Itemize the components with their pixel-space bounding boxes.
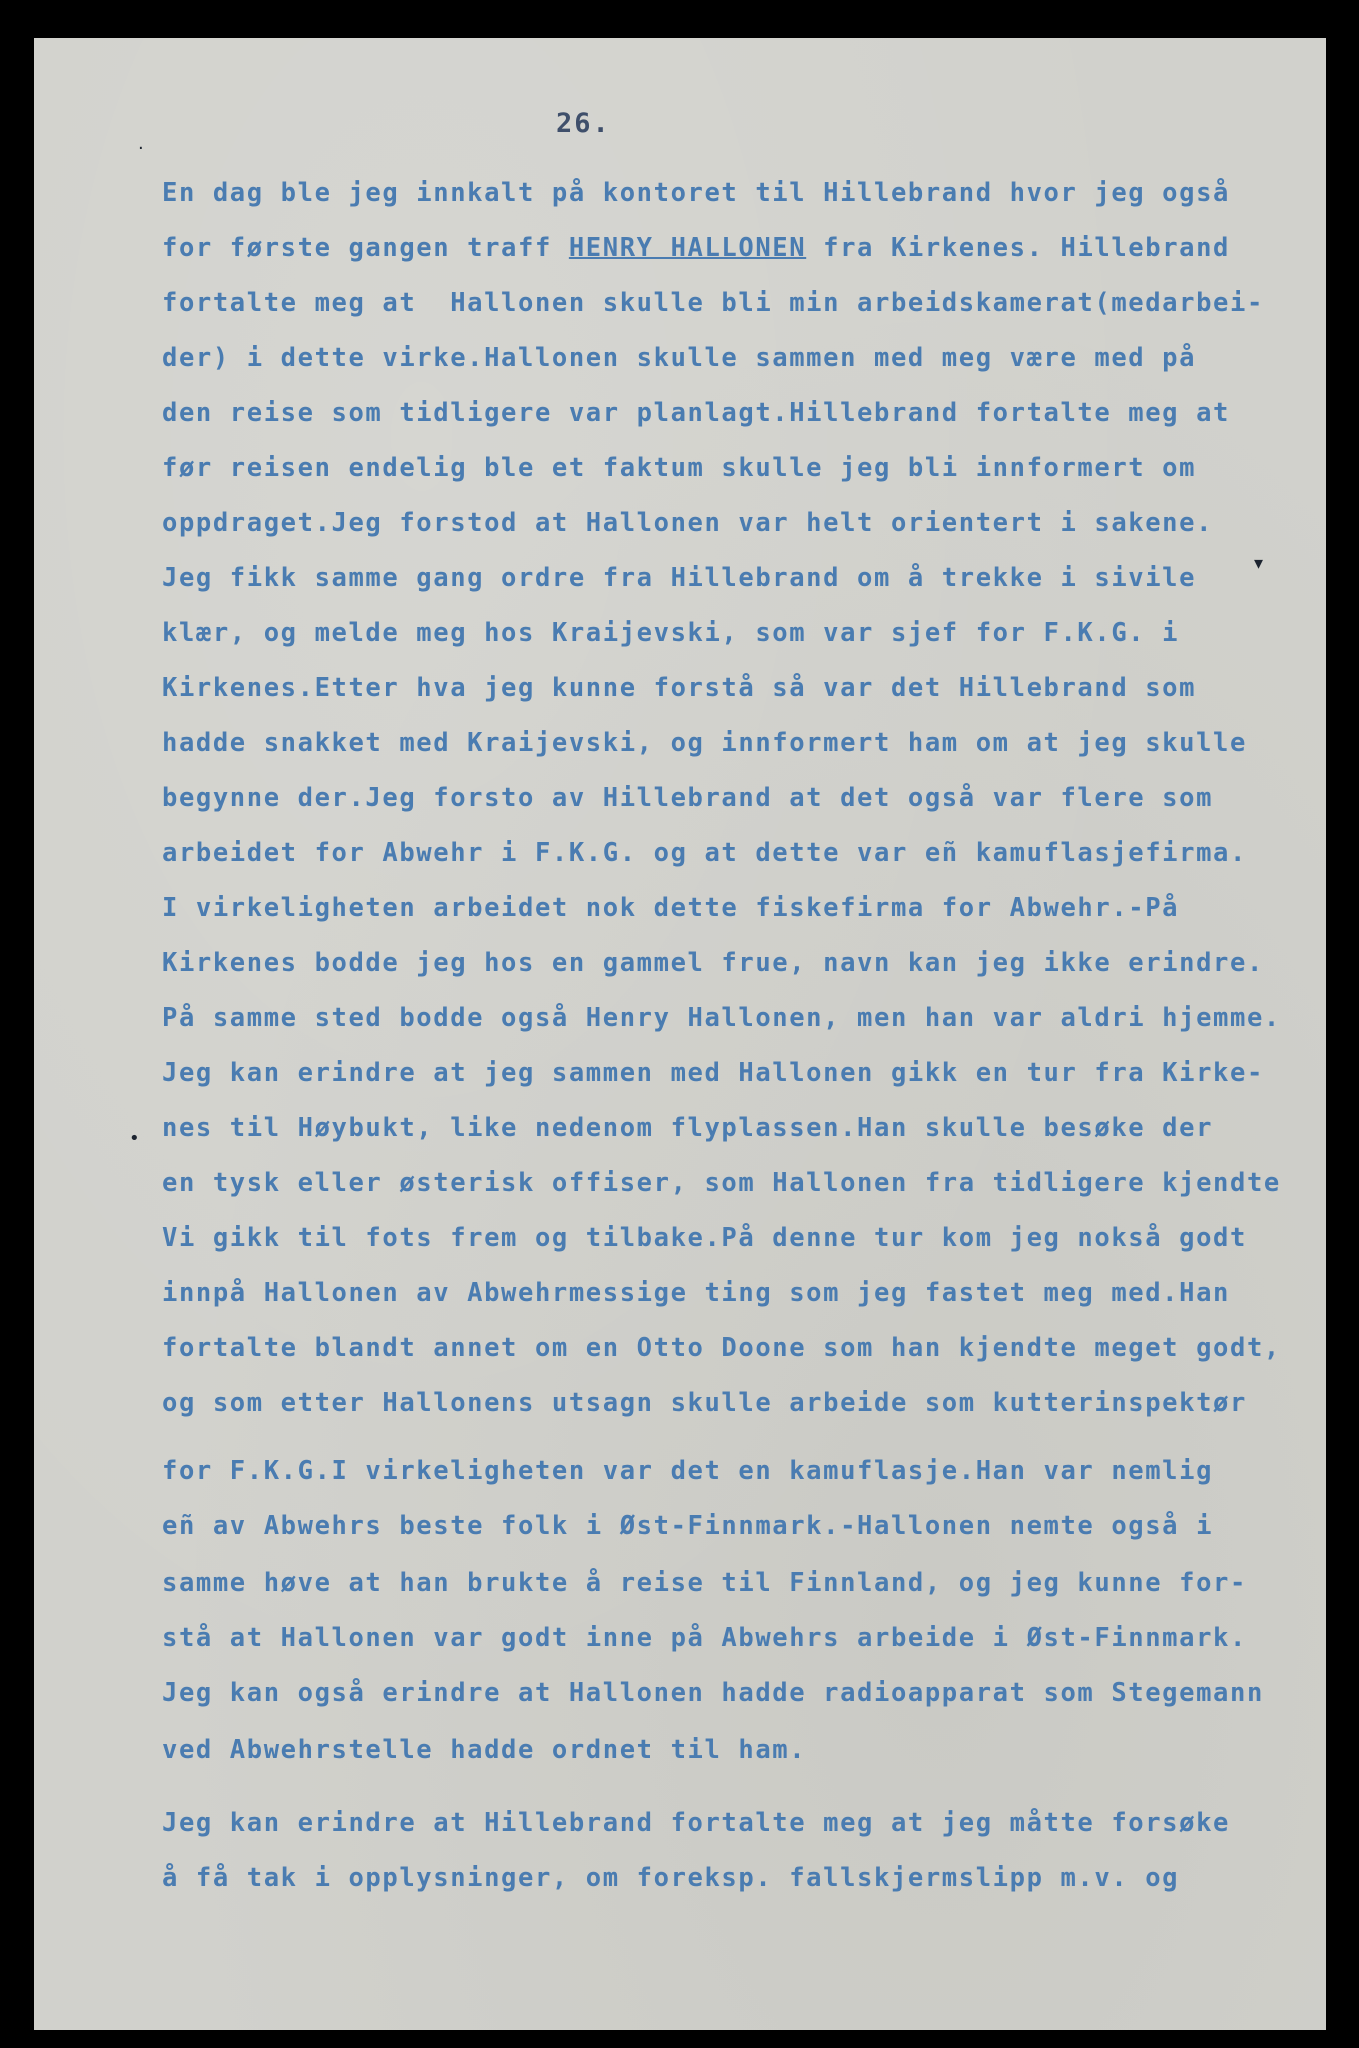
text-line: klær, og melde meg hos Kraijevski, som var sjef for F.K.G. i	[162, 618, 1180, 648]
text-line: der) i dette virke.Hallonen skulle sammen med meg være med på	[162, 343, 1197, 373]
text-line: fortalte meg at Hallonen skulle bli min arbeidskamerat(medarbei-	[162, 288, 1264, 318]
text-line: På samme sted bodde også Henry Hallonen, men han var aldri hjemme.	[162, 1003, 1281, 1033]
page-number: 26.	[556, 108, 611, 139]
text-line: Jeg kan erindre at Hillebrand fortalte meg at jeg måtte forsøke	[162, 1808, 1230, 1838]
text-line	[162, 233, 1342, 263]
text-line: Jeg kan også erindre at Hallonen hadde radioapparat som Stegemann	[162, 1678, 1264, 1708]
text-line: en tysk eller østerisk offiser, som Hallonen fra tidligere kjendte	[162, 1168, 1281, 1198]
text-line: Vi gikk til fots frem og tilbake.På denne tur kom jeg nokså godt	[162, 1223, 1247, 1253]
underlined-name: HENRY HALLONEN	[568, 233, 807, 263]
text-line: samme høve at han brukte å reise til Finnland, og jeg kunne for-	[162, 1568, 1247, 1598]
text-line: Jeg kan erindre at jeg sammen med Hallonen gikk en tur fra Kirke-	[162, 1058, 1264, 1088]
text-line: arbeidet for Abwehr i F.K.G. og at dette var eñ kamuflasjefirma.	[162, 838, 1247, 868]
speck-mark-icon: ·	[138, 138, 144, 159]
document-page	[34, 38, 1326, 2030]
text-line: for F.K.G.I virkeligheten var det en kamuflasje.Han var nemlig	[162, 1456, 1214, 1486]
speck-mark-icon: •	[129, 1128, 140, 1149]
text-line: før reisen endelig ble et faktum skulle jeg bli innformert om	[162, 453, 1197, 483]
text-line: hadde snakket med Kraijevski, og innformert ham om at jeg skulle	[162, 728, 1247, 758]
text-line: begynne der.Jeg forsto av Hillebrand at det også var flere som	[162, 783, 1214, 813]
text-line: nes til Høybukt, like nedenom flyplassen.Han skulle besøke der	[162, 1113, 1214, 1143]
text-line: Kirkenes.Etter hva jeg kunne forstå så var det Hillebrand som	[162, 673, 1197, 703]
text-line: En dag ble jeg innkalt på kontoret til Hillebrand hvor jeg også	[162, 178, 1230, 208]
text-line: fortalte blandt annet om en Otto Doone som han kjendte meget godt,	[162, 1333, 1281, 1363]
text-line: Kirkenes bodde jeg hos en gammel frue, navn kan jeg ikke erindre.	[162, 948, 1264, 978]
text-line: ved Abwehrstelle hadde ordnet til ham.	[162, 1735, 807, 1765]
text-line-start: for første gangen traff	[162, 233, 569, 263]
text-line: I virkeligheten arbeidet nok dette fiskefirma for Abwehr.-På	[162, 893, 1180, 923]
text-line: å få tak i opplysninger, om foreksp. fallskjermslipp m.v. og	[162, 1863, 1180, 1893]
text-line-end: fra Kirkenes. Hillebrand	[806, 233, 1231, 263]
text-line: den reise som tidligere var planlagt.Hillebrand fortalte meg at	[162, 398, 1230, 428]
text-line: oppdraget.Jeg forstod at Hallonen var helt orientert i sakene.	[162, 508, 1214, 538]
text-line: og som etter Hallonens utsagn skulle arbeide som kutterinspektør	[162, 1388, 1247, 1418]
text-line: stå at Hallonen var godt inne på Abwehrs arbeide i Øst-Finnmark.	[162, 1623, 1247, 1653]
text-line: Jeg fikk samme gang ordre fra Hillebrand om å trekke i sivile	[162, 563, 1197, 593]
text-line: eñ av Abwehrs beste folk i Øst-Finnmark.-Hallonen nemte også i	[162, 1511, 1214, 1541]
speck-mark-icon: ▾	[1254, 553, 1264, 574]
text-line: innpå Hallonen av Abwehrmessige ting som jeg fastet meg med.Han	[162, 1278, 1230, 1308]
